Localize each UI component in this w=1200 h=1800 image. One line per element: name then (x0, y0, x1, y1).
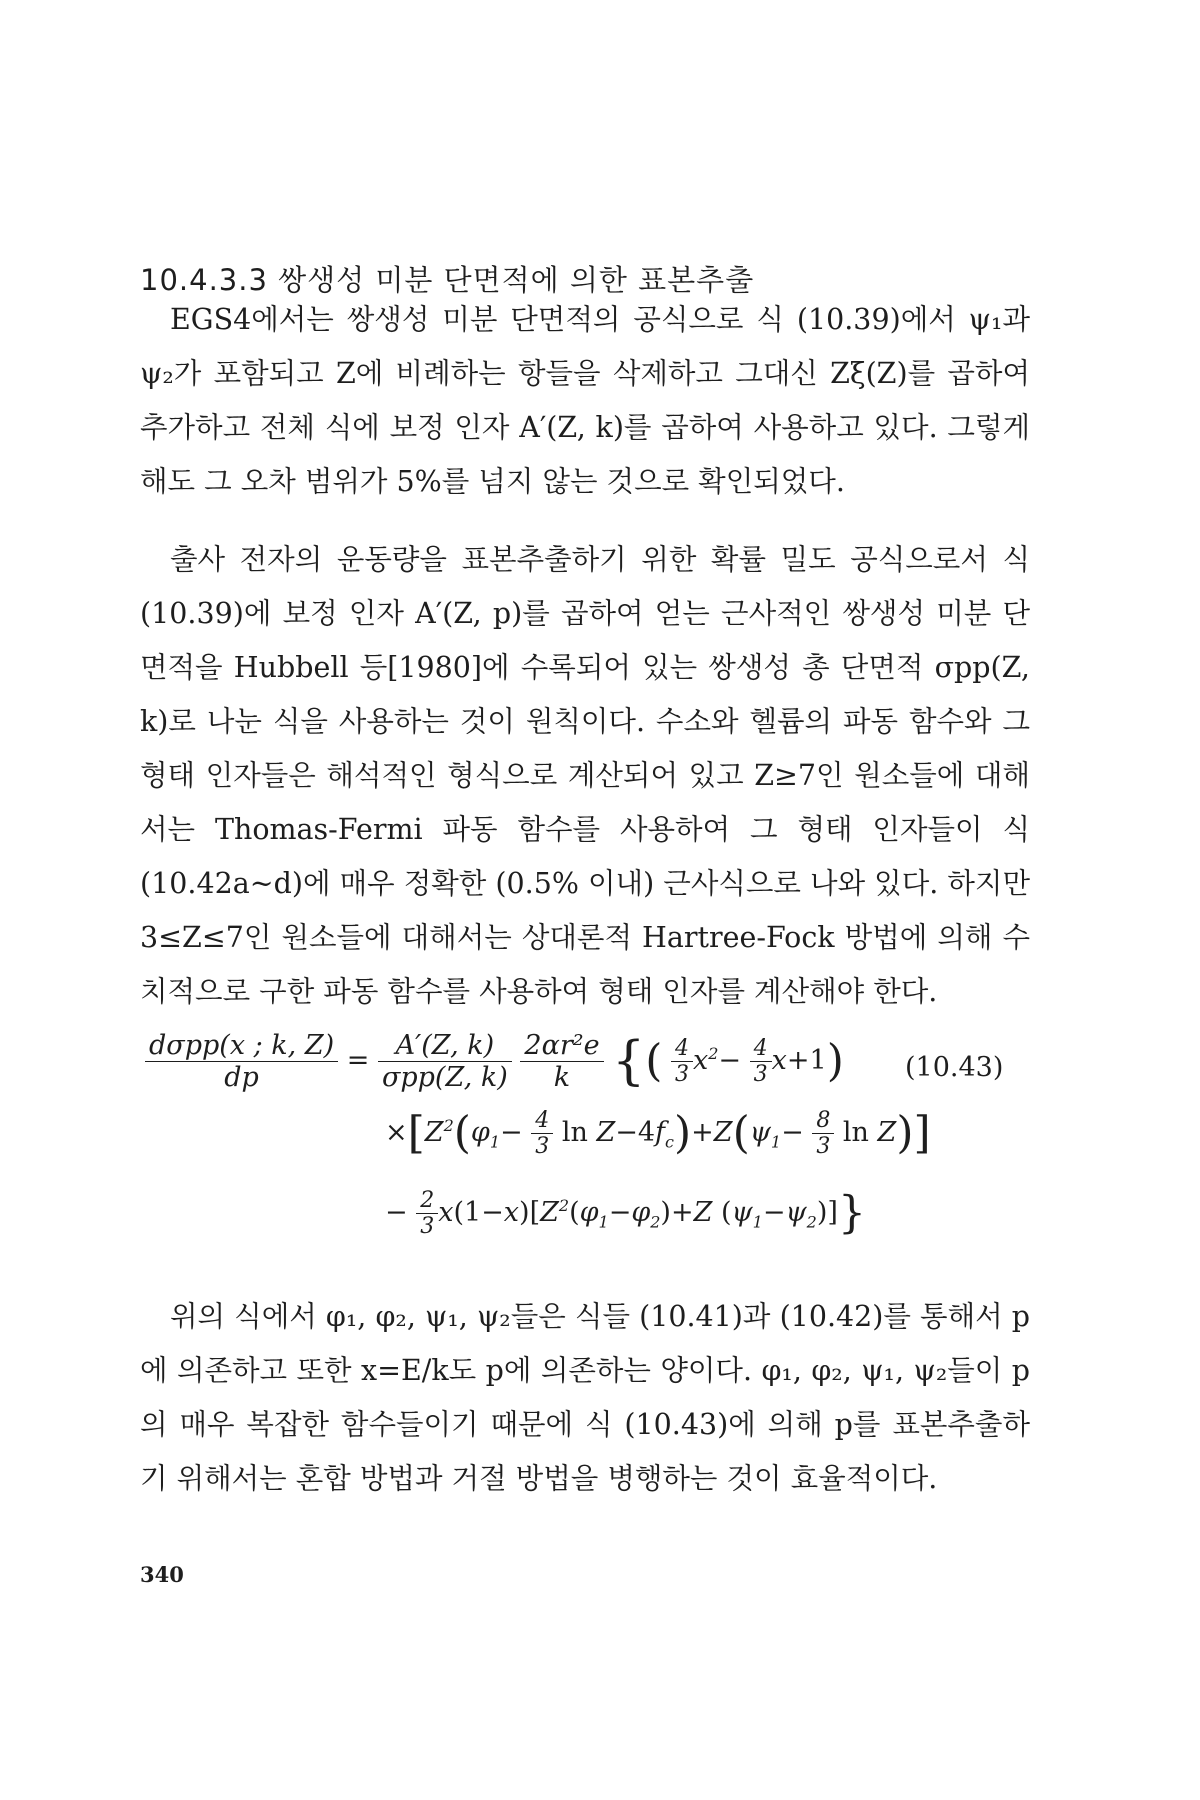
fraction-denominator: 3 (675, 1062, 689, 1087)
paragraph-2: 출사 전자의 운동량을 표본추출하기 위한 확률 밀도 공식으로서 식 (10.39)에 보정 인자 A′(Z, p)를 곱하여 얻는 근사적인 쌍생성 미분 단면적을 Hubbell 등[1980]에 수록되어 있는 쌍생성 총 단면적 σpp(Z, k)로 나눈 식을 사용하는 것이 원칙이다. 수소와 헬륨의 파동 함수와 그 형태 인자들은 해석적인 형식으로 계산되어 있고 Z≥7인 원소들에 대해서는 Thomas-Fermi 파동 함수를 사용하여 그 형태 인자들이 식 (10.42a~d)에 매우 정확한 (0.5% 이내) 근사식으로 나와 있다. 하지만 3≤Z≤7인 원소들에 대해서는 상대론적 Hartree-Fock 방법에 의해 수치적으로 구한 파동 함수를 사용하여 형태 인자를 계산해야 한다. (140, 543, 1030, 1008)
constant-denominator: k (553, 1062, 571, 1093)
equation-number: (10.43) (905, 1052, 1004, 1083)
equation-line-1: $\frac{\text{dσpp(x ; k, Z)}}{dp}$ = $\frac{A'(Z, k)}{\text{σpp(Z, k)}}$ $\frac{\text{2αr²e}}{k}$ {( $\frac{4}{3}$ $x^2-$ $\frac{4}{3}$ x+1) (145, 1030, 844, 1093)
fraction-numerator: 4 (671, 1036, 693, 1062)
lhs-numerator: dσpp(x ; k, Z) (145, 1030, 338, 1062)
fraction-denominator: 3 (535, 1134, 550, 1159)
equation-line-3: − $\frac{2}{3}$ $x(1-x)[Z^2(\varphi_1-\varphi_2)+Z$ $(\psi_1-\psi_2)$]} (385, 1187, 866, 1239)
correction-numerator: A′(Z, k) (378, 1030, 512, 1062)
fraction-numerator: 8 (812, 1108, 834, 1134)
equation-line-2: $\times[Z^2(\varphi_1-$ $\frac{4}{3}$ $\ln Z-4f_c)+Z(\psi_1-$ $\frac{8}{3}$ ln Z)] (385, 1107, 931, 1159)
page-number: 340 (140, 1562, 184, 1587)
fraction-numerator: 2 (416, 1188, 438, 1214)
paragraph-1: EGS4에서는 쌍생성 미분 단면적의 공식으로 식 (10.39)에서 ψ₁과 ψ₂가 포함되고 Z에 비례하는 항들을 삭제하고 그대신 Zξ(Z)를 곱하여 추가하고 전체 식에 보정 인자 A′(Z, k)를 곱하여 사용하고 있다. 그렇게 해도 그 오차 범위가 5%를 넘지 않는 것으로 확인되었다. (140, 303, 1030, 498)
correction-fraction (378, 1030, 512, 1093)
fraction-eight-thirds (812, 1108, 834, 1159)
fraction-four-thirds-a (671, 1036, 693, 1087)
fraction-four-thirds-c (531, 1108, 553, 1159)
fraction-numerator: 4 (531, 1108, 553, 1134)
constant-fraction (520, 1030, 603, 1093)
paragraph-3: 위의 식에서 φ₁, φ₂, ψ₁, ψ₂들은 식들 (10.41)과 (10.42)를 통해서 p에 의존하고 또한 x=E/k도 p에 의존하는 양이다. φ₁, φ₂, ψ₁, ψ₂들이 p의 매우 복잡한 함수들이기 때문에 식 (10.43)에 의해 p를 표본추출하기 위해서는 혼합 방법과 거절 방법을 병행하는 것이 효율적이다. (140, 1300, 1030, 1495)
correction-denominator: σpp(Z, k) (381, 1062, 508, 1093)
fraction-denominator: 3 (816, 1134, 831, 1159)
fraction-two-thirds (416, 1188, 438, 1239)
fraction-denominator: 3 (753, 1062, 768, 1087)
fraction-numerator: 4 (750, 1036, 772, 1062)
lhs-fraction (145, 1030, 338, 1093)
constant-numerator: 2αr²e (520, 1030, 603, 1062)
fraction-four-thirds-b (750, 1036, 772, 1087)
fraction-denominator: 3 (420, 1214, 435, 1239)
lhs-denominator: dp (224, 1062, 259, 1093)
section-heading: 10.4.3.3 쌍생성 미분 단면적에 의한 표본추출 (140, 263, 755, 297)
